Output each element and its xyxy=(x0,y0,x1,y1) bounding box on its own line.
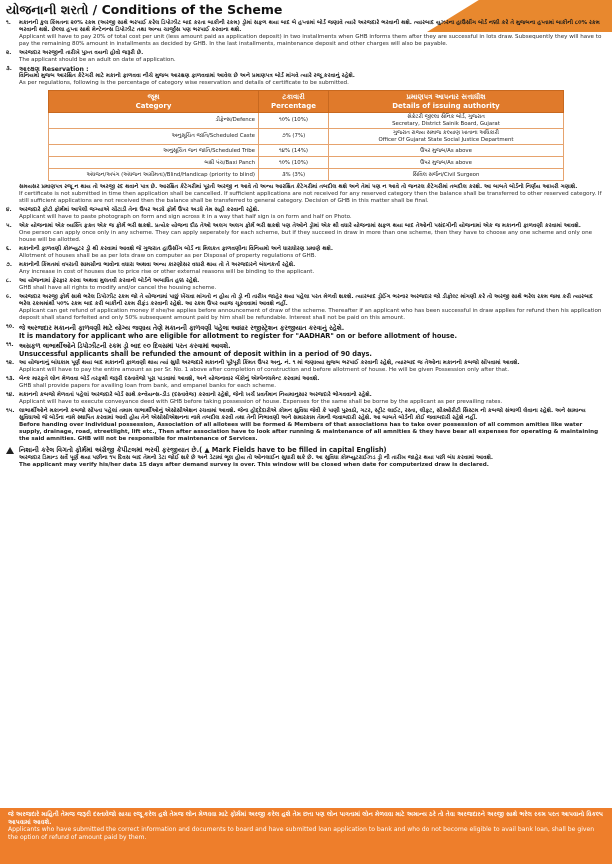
table-row xyxy=(49,129,564,145)
cell-percentage: ૧૪% (14%) xyxy=(259,145,329,157)
cell-category: અનુસૂચિત જન જાતિ/Scheduled Tribe xyxy=(49,145,259,157)
condition-text-en: Applicant will have to pay 20% of total cost per unit (less amount paid as application deposit) in two installments when GHB informs them after they are successful in lots draw. Subsequently they will have to pay the remaining 80% amount in installments as decided by GHB. In the last installments, maintenance deposit and other charges will also be payable. xyxy=(19,34,602,47)
condition-text-gu: મકાનનો કબજો મેળવતાં પહેલાં અરજદારે બોર્ડ સાથે કન્વેયન્સ-ડીડ (દસ્તાવેજ) કરવાનો રહેશે, જેનો ખર્ચ પ્રવર્તમાન નિયમાનુસાર અરજદારે ભોગવવાનો રહેશે. xyxy=(19,392,372,399)
header-percentage: ટકાવારી Percentage xyxy=(259,91,329,113)
condition-text-gu: મકાનોની ફાળવણી કોમ્પ્યુટર ડ્રો થી કરવામાં આવશે જે ગુજરાત હાઉસીંગ બોર્ડ ના મિલકત ફાળવણીના વિનિયમો અને ધારાધોરણ પ્રમાણે થશે. xyxy=(19,246,333,253)
condition-number: ૫. xyxy=(6,223,12,230)
cell-authority xyxy=(329,157,564,169)
cell-percentage: ૧૦% (10%) xyxy=(259,157,329,169)
content xyxy=(6,2,606,469)
reservation-after-en: If certificate is not submitted in time then application shall be cancelled. If sufficient applications are not received for any reserved category then the balance shall be transferred to other reserved category. If still sufficient applications are not received then the balance shall be transferred to general category. Decision of GHB in this matter shall be final. xyxy=(19,191,602,205)
condition-text-en: Applicant will have to pay the entire amount as per Sr. No. 1 above after completion of construction and before allotment of house. He will be given Possession only after that. xyxy=(19,367,510,374)
header-category: જૂથ Category xyxy=(49,91,259,113)
table-row xyxy=(49,157,564,169)
cell-authority xyxy=(329,145,564,157)
condition-number: ૧૪. xyxy=(6,392,15,399)
cell-category: અનુસૂચિત જાતિ/Scheduled Caste xyxy=(49,129,259,145)
condition-item xyxy=(6,408,606,443)
table-row xyxy=(49,145,564,157)
condition-item xyxy=(6,392,606,406)
condition-text-en: Applicant can get refund of application money if she/he applies before announcement of draw of the scheme. Thereafter if an applicant who has been successful in draw applies for refund then his application deposit shall stand forfeited and only 50% subsequent amount paid by him shall be refundable. Interest shall not be paid on this amount. xyxy=(19,308,602,322)
table-row xyxy=(49,169,564,181)
condition-text-en: It is mandatory for applicant who are eligible for allotment to register for "AADHAR" on or before allotment of house. xyxy=(19,332,457,341)
condition-text-gu: અરજદારે ફોટો ફોર્મમાં આપેલી જગ્યાએ ચોંટાડી તેના ઉપર અડધે ફોર્મ ઉપર અડધે તેમ સહી કરવાની રહેશે. xyxy=(19,207,260,214)
reservation-title: આરક્ષણ Reservation : xyxy=(19,66,89,73)
condition-text-gu: એક યોજનામાં એક વ્યક્તિ ફક્ત એક જ ફોર્મ ભરી શકશે. પ્રત્યેક યોજના દીઠ તેઓ અલગ અલગ ફોર્મ ભરી શકશે પણ તેઓને ડ્રોમાં એક થી વધારે યોજનામાં સફળ થયા બાદ તેઓની પસંદગીની યોજનામાં એક જ મકાનની ફાળવણી કરવામાં આવશે. xyxy=(19,223,581,230)
authority-en: Officer Of Gujarat State Social Justice Department xyxy=(378,136,514,143)
authority-gu: સેક્રેટરી જીલ્લા સૈનિક બોર્ડ, ગુજરાત xyxy=(407,114,485,120)
cell-percentage: ૩% (3%) xyxy=(259,169,329,181)
condition-number: ૭. xyxy=(6,262,13,269)
condition-text-en: The applicant should be an adult on date of application. xyxy=(19,57,176,63)
cell-percentage: ૭% (7%) xyxy=(259,129,329,145)
table-body xyxy=(49,113,564,181)
condition-text-en: GHB shall have all rights to modify and/or cancel the housing scheme. xyxy=(19,285,217,292)
banner-text-gu: જે અરજદારે માહિતી તેમજ જરૂરી દસ્તાવેજો સાચા રજૂ કરેલ હશે તેમજ લોન મેળવવા માટે ફોર્મમાં અરજી કરેલ હશે તેમ છતા પણ લોન પાત્રતામાં લોન મેળવવા માટે અમાન્ય ઠરે તો તેવા અરજદારને અરજી સાથે ભરેલ રકમ પરત આપવાનો વિકલ્પ આપવામાં આવશે. xyxy=(8,811,604,826)
authority-gu: ઉપર મુજબ/As above xyxy=(420,147,472,154)
condition-item xyxy=(6,342,606,358)
authority-en: Secretary, District Sainik Board, Gujarat xyxy=(392,120,500,127)
condition-number: ૧૨. xyxy=(6,360,15,367)
condition-item xyxy=(6,223,606,244)
condition-item xyxy=(6,207,606,221)
table-row xyxy=(49,113,564,129)
condition-text-en: One person can apply once only in any scheme. They can apply seperately for each scheme, but if they succeed in draw in more than one scheme, then they have to choose any one scheme and only one house will be allotted. xyxy=(19,230,593,244)
condition-text-gu: આ યોજનાનું બાંધકામ પૂર્ણ થયા બાદ મકાનની ફાળવણી થાય ત્યાં સુધી અરજદારે મકાનની પૂરેપૂરી કિંમત ઉપર અનુ. નં. ૧ માં જણાવ્યા મુજબ ભરપાઈ કરવાની રહેશે, ત્યારબાદ જ તેઓના મકાનનો કબજો સોંપવામાં આવશે. xyxy=(19,360,520,367)
authority-gu: ઉપર મુજબ/As above xyxy=(420,159,472,166)
conditions-list-1 xyxy=(6,20,606,64)
cell-category: બક્ષી પંચ/Baxi Panch xyxy=(49,157,259,169)
condition-text-gu: બેન્ક મારફતે લોન મેળવવા બોર્ડ તરફથી જરૂરી દસ્તાવેજો પૂરા પાડવામાં આવશે, અને યોજનાવાર બેંકોનું એમ્પેનલમેન્ટ કરવામાં આવશે. xyxy=(19,376,320,383)
condition-text-gu: મકાનોની કિંમતમાં વપરાતી સામગ્રીના ભાવોના વધારા અથવા અન્ય કારણોસર વધારો થાય તો તે અરજદારને બંધનકર્તા રહેશે. xyxy=(19,262,296,269)
reservation-text-gu: વિનિયમો મુજબ આરક્ષિત કેટેગરી માટે મકાનો ફાળવવા નીચે મુજબ આરક્ષણ ફાળવવામાં આવેલ છે અને પ્રમાણપત્ર બોર્ડ માંગવે ત્યારે રજૂ કરવાનું રહેશે. xyxy=(19,73,355,79)
condition-number: ૧. xyxy=(6,20,11,26)
condition-text-gu: જે અરજદાર મકાનની ફાળવણી માટે યોગ્ય જણાય તેણે મકાનની ફાળવણી પહેલા આધાર રજીસ્ટ્રેશન ફરજીયાત કરવાનું રહેશે. xyxy=(19,324,345,333)
condition-text-gu: આ યોજનામાં ફેરફાર કરવા અથવા મુલતવી કરવાનો બોર્ડને અબાધિત હક્ક રહેશે. xyxy=(19,278,200,285)
condition-text-gu: અરજદાર અરજી ફોર્મ સાથે ભરેલ ડિપોઝીટ રકમ જો તે યોજનામાં પાછું ખેંચવા માંગતો ન હોય તો ડ્રો ની તારીખ જાહેર થયા પહેલા પરત મેળવી શકશે. ત્યારબાદ ડ્રોઈંગ ભરનાર અરજદાર જો ડીફોલ્ટ માંગણી કરે તો અરજી સાથે ભરેલ રકમ જમા કરી ત્યારબાદ ભરેલ રકમમાંથી ૫૦% રકમ બાદ કરી બાકીની રકમ રીફંડ કરવાની રહેશે. આ રકમ ઉપર વ્યાજ ચૂકવવામાં આવશે નહીં. xyxy=(19,294,594,308)
authority-gu: સિવિલ સર્જન/Civil Surgeon xyxy=(412,171,480,178)
condition-item xyxy=(6,294,606,322)
reservation-after-gu: સમયસર પ્રમાણપત્ર રજૂ ન થાય તો અરજી રદ થવાને પાત્ર છે. આરક્ષિત કેટેગરીમાં પૂરતી અરજી ન આવે તો અન્ય આરક્ષિત કેટેગરીમાં તબદીલ થશે અને તેમાં પણ ન આવે તો જનરલ કેટેગરીમાં તબદીલ કરશે. આ બાબતે બોર્ડનો નિર્ણય આખરી ગણાશે. xyxy=(19,184,578,191)
condition-text-en: Allotment of houses shall be as per lots draw on computer as per Disposal of property regulations of GHB. xyxy=(19,253,317,260)
condition-item xyxy=(6,360,606,374)
condition-number: ૮. xyxy=(6,278,12,285)
condition-item xyxy=(6,20,606,48)
header-authority: પ્રમાણપત્ર આપનાર સત્તાધીશ Details of issuing authority xyxy=(329,91,564,113)
condition-number: ૧૧. xyxy=(6,342,14,349)
condition-number: ૪. xyxy=(6,207,12,214)
verify-note-gu: અરજદાર ડિમાન્ડ સર્વે પૂર્ણ થયા પછીના ૧૫ દિવસ બાદ તેમનો ડેટા જોઈ શકે છે અને ડેટામાં ભૂલ હોય તો ઓનલાઈન સુધારી શકે છે. આ સુવિધા કોમ્પ્યુટરાઈઝડ ડ્રો ની તારીખ જાહેર થયા પછી બંધ કરવામાં આવશે. xyxy=(19,455,494,462)
condition-text-en: Applicant will have to execute conveyance deed with GHB before taking possession of house. Expenses for the same shall be borne by the applicant as per prevailing rates. xyxy=(19,399,503,406)
condition-text-en: GHB shall provide papers for availing loan from bank, and empanel banks for each scheme. xyxy=(19,383,277,390)
condition-text-gu: મકાનની કુલ કિંમતના ૨૦% રકમ (અરજી સાથે ભરપાઈ કરેલ ડિપોઝીટ બાદ કરતા બાકીની રકમ) ડ્રોમાં સફળ થયા બાદ બે હપ્તામાં બોર્ડ જણાવે ત્યારે અરજદારે ભરવાની થશે. ત્યારબાદ યુઝરના હાઉસીંગ બોર્ડ નક્કી કરે તે મુજબના હપ્તામાં બાકીની ૮૦% રકમ ભરવાની થશે. છેલ્લા હપ્તા સાથે મેન્ટેનન્સ ડિપોઝીટ તથા અન્ય ચાર્જીસ પણ ભરપાઈ કરવાના થશે. xyxy=(19,20,600,33)
cell-percentage: ૧૦% (10%) xyxy=(259,113,329,129)
cell-category: અંધજન/અપંગ (અંધજન અગ્રીમતા)/Blind/Handicap (priority to blind) xyxy=(49,169,259,181)
cell-authority xyxy=(329,113,564,129)
condition-number: ૧૩. xyxy=(6,376,15,383)
condition-text-gu: અસફળ લાભાર્થીઓને ડિપોઝીટની રકમ ડ્રો બાદ ૯૦ દિવસમાં પરત કરવામાં આવશે. xyxy=(19,342,231,351)
condition-number: ૧૦. xyxy=(6,324,15,331)
condition-item xyxy=(6,376,606,390)
condition-item xyxy=(6,50,606,64)
condition-text-gu: અરજદાર અરજીની તારીખે પુખ્ત વયનો હોવો જરૂરી છે. xyxy=(19,50,144,56)
caption-text: નિશાની કરેલ વિગતો ફોર્મમાં અંગ્રેજી કેપીટલમાં ભરવી ફરજીયાત છે.( ▲ Mark Fields have to be filled in capital English) xyxy=(19,446,387,455)
page-title: યોજનાની શરતો / Conditions of the Scheme xyxy=(6,2,283,17)
reservation-table xyxy=(48,90,564,181)
condition-number: ૬. xyxy=(6,246,12,253)
conditions-list-2 xyxy=(6,207,606,443)
cell-authority xyxy=(329,129,564,145)
condition-item xyxy=(6,324,606,340)
refund-banner xyxy=(0,808,612,864)
banner-text-en: Applicants who have submitted the correct information and documents to board and have submitted loan application to bank and who do not become eligible to avail bank loan, shall be given the option of refund of amount paid by them. xyxy=(8,826,595,841)
verify-note-en: The applicant may verify his/her data 15 days after demand survey is over. This window will be closed when date for computerized draw is declared. xyxy=(19,462,489,469)
condition-number: ૨. xyxy=(6,50,12,56)
condition-text-en: Before handing over individual possession, Association of all allotees will be formed & Members of that associations has to take over possession of all common amities like water supply, drainage, road, streetlight, lift etc., Then after association have to look after running & maintenance of all amnities & they have bear all expenses for operating & maintaining the said amnities. GHB will not be responsible for maintenance of Services. xyxy=(19,422,599,443)
condition-text-en: Any increase in cost of houses due to price rise or other external reasons will be binding to the applicant. xyxy=(19,269,315,276)
cell-category: ડીફેન્સ/Defence xyxy=(49,113,259,129)
condition-number: ૯. xyxy=(6,294,12,301)
condition-number: ૩. xyxy=(6,66,12,72)
condition-item xyxy=(6,278,606,292)
condition-item xyxy=(6,246,606,260)
condition-reservation xyxy=(6,66,606,73)
condition-text-en: Applicant will have to paste photograph on form and sign across it in a way that half sign is on form and half on Photo. xyxy=(19,214,352,221)
condition-item xyxy=(6,262,606,276)
table-header-row xyxy=(49,91,564,113)
capital-fields-note xyxy=(6,446,606,454)
condition-number: ૧૫. xyxy=(6,408,15,415)
condition-text-en: Unsuccessful applicants shall be refunded the amount of deposit within in a period of 90 days. xyxy=(19,350,372,359)
condition-text-gu: લાભાર્થીઓને મકાનનો કબજો સોંપતા પહેલાં તમામ લાભાર્થીઓનું એસોસીએશન રચવામાં આવશે. જેના હોદ્દેદારોએ કોમન સુવિધા જેવી કે પાણી પુરવઠો, ગટર, સ્ટ્રીટ લાઈટ, રસ્તા, લીફ્ટ, સીક્યોરીટી સિસ્ટમ નો કબજો સંભાળી લેવાના રહેશે. અને સામાન્ય સુવિધાઓ જે બોર્ડના નામે સ્થાપિત કરવામાં આવી હોય તેને એસોસીએશનના નામે તબદીલ કરવી તથા તેની નિભાવણી અને સમારકામ તેમની જવાબદારી રહેશે. આ બાબતે બોર્ડની કોઈ જવાબદારી રહેશે નહીં. xyxy=(19,408,586,422)
authority-gu: ગુજરાત રાજ્ય સમાજ કલ્યાણ ખાતાના અધિકારી xyxy=(393,130,499,137)
triangle-mark-icon xyxy=(6,447,14,454)
cell-authority xyxy=(329,169,564,181)
reservation-text-en: As per regulations, following is the percentage of category wise reservation and details of certificate to be submitted. xyxy=(19,80,349,86)
